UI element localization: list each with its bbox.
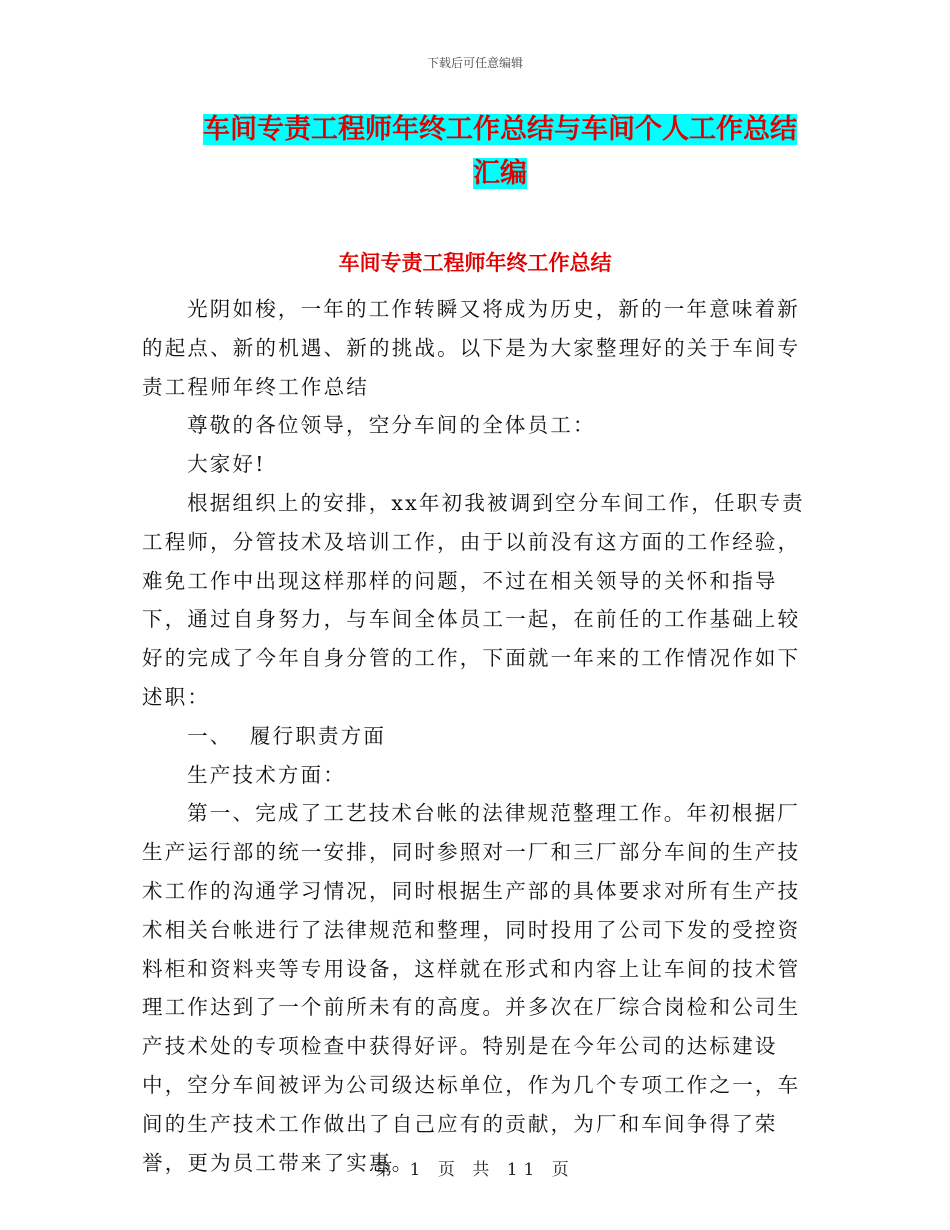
page-number: 第 1 页 共 11 页	[375, 1160, 575, 1180]
paragraph: 大家好!	[187, 452, 266, 477]
paragraph: 根据组织上的安排，xx年初我被调到空分车间工作，任职专责工程师，分管技术及培训工作，由于以前没有这方面的工作经验，难免工作中出现这样那样的问题，不过在相关领导的关怀和指导下，通过自身努力，与车间全体员工一起，在前任的工作基础上较好的完成了今年自身分管的工作，下面就一年来的工作情况作如下述职：	[142, 490, 805, 709]
paragraph: 一、 履行职责方面	[187, 723, 387, 748]
document-title-text: 车间专责工程师年终工作总结与车间个人工作总结汇编	[203, 114, 797, 189]
paragraph: 生产技术方面：	[187, 762, 346, 787]
paragraph: 尊敬的各位领导，空分车间的全体员工：	[187, 413, 596, 438]
header-note: 下载后可任意编辑	[426, 56, 523, 70]
paragraph: 第一、完成了工艺技术台帐的法律规范整理工作。年初根据厂生产运行部的统一安排，同时参照对一厂和三厂部分车间的生产技术工作的沟通学习情况，同时根据生产部的具体要求对所有生产技术相关台帐进行了法律规范和整理，同时投用了公司下发的受控资料柜和资料夹等专用设备，这样就在形式和内容上让车间的技术管理工作达到了一个前所未有的高度。并多次在厂综合岗检和公司生产技术处的专项检查中获得好评。特别是在今年公司的达标建设中，空分车间被评为公司级达标单位，作为几个专项工作之一，车间的生产技术工作做出了自己应有的贡献，为厂和车间争得了荣誉，更为员工带来了实惠。	[142, 801, 801, 1175]
document-body	[142, 290, 810, 1182]
document-title	[190, 108, 810, 196]
paragraph: 光阴如梭，一年的工作转瞬又将成为历史，新的一年意味着新的起点、新的机遇、新的挑战。以下是为大家整理好的关于车间专责工程师年终工作总结	[142, 297, 801, 399]
section-title: 车间专责工程师年终工作总结	[338, 251, 612, 275]
